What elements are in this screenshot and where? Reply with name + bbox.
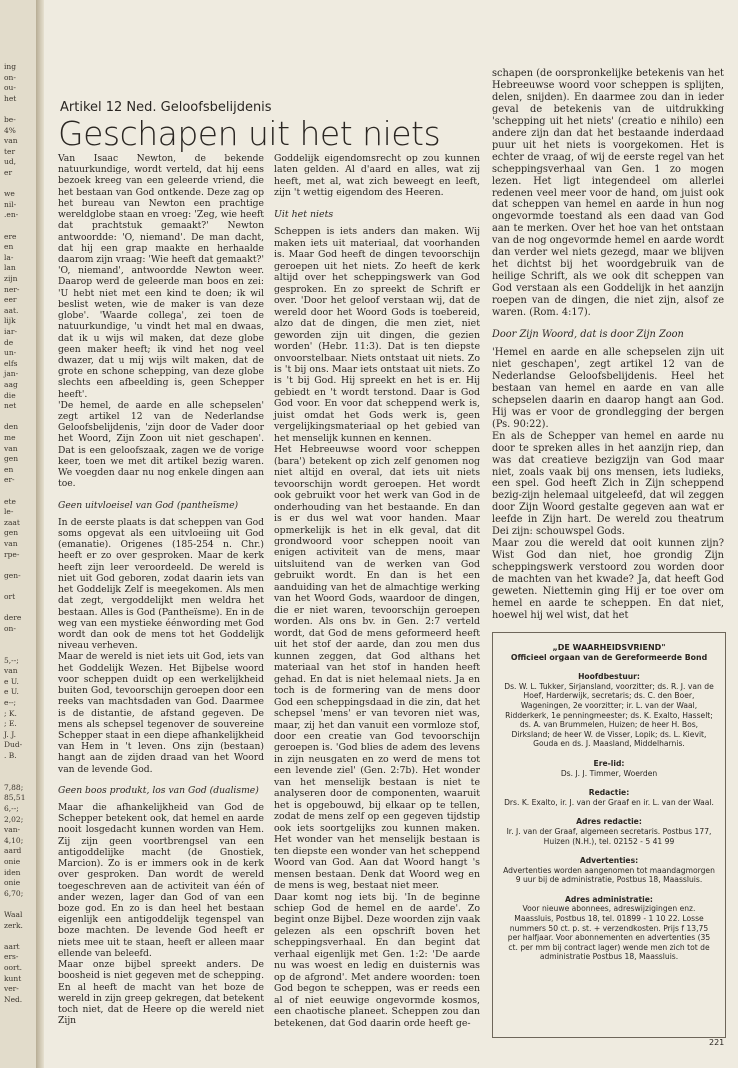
masthead-subtitle: Officieel orgaan van de Gereformeerde Bond [510, 652, 708, 662]
paragraph: Maar onze bijbel spreekt anders. De boosheid is niet gegeven met de schepping. En al heeft de macht van het boze de wereld in zijn greep gekregen, dat betekent toch niet, dat de Heere op die wereld niet Zijn [58, 959, 264, 1027]
masthead-heading: Redactie: [588, 788, 630, 798]
margin-fragment: eer [4, 295, 17, 305]
masthead-box [492, 632, 726, 1038]
margin-fragment: ; K. [4, 708, 17, 718]
margin-fragment: ; E. [4, 719, 17, 729]
margin-fragment: Dud- [4, 740, 23, 750]
margin-fragment: .en- [4, 210, 19, 220]
paragraph: Scheppen is iets anders dan maken. Wij maken iets uit materiaal, dat voorhanden is. Maar God heeft de dingen tevoorschijn geroepen uit het niets. Zo heeft de kerk altijd over het scheppingswerk van God gesproken. En zo spreekt de Schrift er over. 'Door het geloof verstaan wij, dat de wereld door het Woord Gods is toebereid, alzo dat de dingen, die men ziet, niet geworden zijn uit dingen, die gezien worden' (Hebr. 11:3). Dat is ten diepste onvoorstelbaar. Niets ontstaat uit niets. Zo is 't bij ons. Maar iets ontstaat uit niets. Zo is 't bij God. Hij spreekt en het is er. Hij gebiedt en 't wordt terstond. Daar is God God voor. En voor dat scheppend werk is, juist omdat het Gods werk is, geen vergelijkingsmateriaal op het gebied van het menselijk kunnen en kennen. [274, 226, 480, 444]
margin-fragment: 4% [4, 125, 16, 135]
masthead-body: Voor nieuwe abonnees, adreswijzigingen enz. Maassluis, Postbus 18, tel. 01899 - 1 10 22. Losse nummers 50 ct. p. st. + verzendkosten. Prijs f 13,75 per halfjaar. Voor abonnementen en advertenties (35 ct. per mm bij contract lager) wende men zich tot de administratie Postbus 18, Maassluis. [507, 904, 711, 962]
margin-fragment: zerk. [4, 920, 23, 930]
paragraph: Daar komt nog iets bij. 'In de beginne schiep God de hemel en de aarde'. Zo begint onze Bijbel. Deze woorden zijn vaak gelezen als een opschrift boven het scheppingsverhaal. En dan begint dat verhaal eigenlijk met Gen. 1:2: 'De aarde nu was woest en ledig en duisternis was op de afgrond'. Met andere woorden: toen God begon te scheppen, was er reeds een al of niet eeuwige ongevormde kosmos, een chaotische planeet. Scheppen zou dan betekenen, dat God daarin orde heeft ge- [274, 891, 480, 1029]
margin-fragment: het [4, 93, 17, 103]
margin-fragment: rpe- [4, 549, 20, 559]
margin-fragment: zaat [4, 517, 20, 527]
margin-fragment: er- [4, 475, 15, 485]
margin-fragment: den [4, 422, 19, 432]
margin-fragment: we [4, 189, 15, 199]
margin-fragment: e U. [4, 676, 19, 686]
paragraph: Maar zou die wereld dat ooit kunnen zijn? Wist God dan niet, hoe grondig Zijn scheppingswerk verstoord zou worden door de machten van het kwade? Ja, dat heeft God geweten. Niettemin ging Hij er toe over om hemel en aarde te scheppen. En dat niet, hoewel hij wel wist, dat het [492, 538, 724, 621]
margin-fragment: e--; [4, 698, 17, 707]
book-gutter [36, 0, 44, 1068]
article-column-2 [274, 153, 480, 1029]
margin-fragment: ud, [4, 157, 17, 167]
margin-fragment: J. J. [4, 729, 17, 739]
article-kicker: Artikel 12 Ned. Geloofsbelijdenis [60, 100, 272, 115]
margin-fragment: le- [4, 507, 14, 517]
paragraph: Van Isaac Newton, de bekende natuurkundige, wordt verteld, dat hij eens bezoek kreeg van een geleerde vriend, die het bestaan van God ontkende. Deze zag op het bureau van Newton een prachtige wereldglobe staan en vroeg: 'Zeg, wie heeft dat prachtstuk gemaakt?' Newton antwoordde: 'O, niemand'. De man dacht, dat hij een grap maakte en herhaalde daarom zijn vraag: 'Wie heeft dat gemaakt?' 'O, niemand', antwoordde Newton weer. Daarop werd de geleerde man boos en zei: 'U hebt niet met een kind te doen; ik wil beslist weten, wie de maker is van deze globe'. 'Waarde collega', zei toen de natuurkundige, 'u vindt het mal en dwaas, dat ik u wijs wil maken, dat deze globe geen maker heeft; ik vind het nog veel dwazer, dat u mij wijs wilt maken, dat de grote en schone schepping, van deze globe slechts een afbeelding is, geen Schepper heeft'. [58, 153, 264, 400]
margin-fragment: ete [4, 496, 16, 506]
margin-fragment: aat. [4, 305, 19, 315]
margin-fragment: 4,10; [4, 835, 24, 845]
margin-fragment: gen [4, 454, 19, 464]
margin-fragment: on- [4, 623, 16, 633]
masthead-body: Ds. W. L. Tukker, Sirjansland, voorzitter; ds. R. J. van de Hoef, Harderwijk, secretaris; ds. C. den Boer, Wageningen, 2e voorzitter; ir. L. van der Waal, Ridderkerk, 1e penningmeester; ds. K. Exalto, Hasselt; ds. A. van Brummelen, Huizen; de heer H. Bos, Dirksland; de heer W. de Visser, Lopik; ds. L. Kievit, Gouda en ds. J. Maasland, Middelharnis. [504, 681, 714, 749]
margin-fragment: oort. [4, 963, 23, 972]
margin-fragment: ers- [4, 952, 19, 962]
margin-fragment: un- [4, 348, 17, 358]
masthead-heading: Hoofdbestuur: [578, 672, 640, 682]
margin-fragment: kunt [4, 973, 22, 983]
margin-fragment: ner- [4, 284, 20, 294]
section-subheading: Door Zijn Woord, dat is door Zijn Zoon [492, 329, 684, 341]
margin-fragment: dere [4, 613, 22, 623]
masthead-heading: Ere-lid: [593, 758, 625, 768]
margin-fragment: iden [4, 867, 21, 877]
margin-fragment: gen- [4, 570, 21, 580]
margin-fragment: ort [4, 592, 16, 601]
paragraph: 'De hemel, de aarde en alle schepselen' zegt artikel 12 van de Nederlandse Geloofsbelijdenis, 'zijn door de Vader door het Woord, Zijn Zoon uit niet geschapen'. Dat is een geloofszaak, zagen we de vorige keer, toen we met dit artikel bezig waren. We voegden daar nu nog enkele dingen aan toe. [58, 399, 264, 490]
margin-fragment: lan [4, 263, 16, 273]
magazine-page [44, 0, 738, 1068]
margin-fragment: ing [4, 62, 17, 71]
margin-fragment: de [4, 337, 14, 347]
margin-fragment: elfs [4, 358, 18, 368]
margin-fragment: en [4, 464, 14, 474]
margin-fragment: van [4, 539, 18, 548]
margin-fragment: iar- [4, 327, 17, 336]
margin-fragment: van [4, 443, 18, 453]
masthead-heading: Adres administratie: [565, 894, 653, 904]
margin-fragment: 5,--; [4, 655, 19, 665]
paragraph: 'Hemel en aarde en alle schepselen zijn uit niet geschapen', zegt artikel 12 van de Nederlandse Geloofsbelijdenis. Heel het bestaan van hemel en aarde en van alle schepselen daarin en daarop hangt aan God. Hij was er voor de grondlegging der bergen (Ps. 90:22). [492, 346, 724, 430]
margin-fragment: ere [4, 231, 17, 241]
margin-fragment: ou- [4, 83, 16, 93]
section-subheading: Geen uitvloeisel van God (pantheïsme) [58, 499, 239, 511]
margin-fragment: zijn [4, 274, 18, 283]
margin-fragment: nil- [4, 199, 17, 209]
article-title: Geschapen uit het niets [58, 114, 441, 153]
page-number: 221 [709, 1038, 725, 1047]
margin-fragment: me [4, 433, 16, 442]
margin-fragment: Ned. [4, 994, 23, 1004]
masthead-body: Ir. J. van der Graaf, algemeen secretaris. Postbus 177, Huizen (N.H.), tel. 02152 - 5 41 99 [506, 826, 712, 846]
paragraph: En als de Schepper van hemel en aarde nu door te spreken alles in het aanzijn riep, dan was dat creatieve bezigzijn van God maar niet, zoals vaak bij ons mensen, iets ludieks, een spel. God heeft Zich in Zijn scheppend bezig-zijn helemaal uitgeleefd, dat wil zeggen door Zijn Woord gestalte gegeven aan wat er leefde in Zijn hart. De wereld zou theatrum Dei zijn: schouwspel Gods. [492, 430, 724, 538]
masthead-body: Drs. K. Exalto, ir. J. van der Graaf en ir. L. van der Waal. [504, 797, 714, 807]
masthead-body: Advertenties worden aangenomen tot maandagmorgen 9 uur bij de administratie, Postbus 18, Maassluis. [503, 865, 715, 885]
paragraph: Maar de wereld is niet iets uit God, iets van het Goddelijk Wezen. Het Bijbelse woord voor scheppen duidt op een werkelijkheid buiten God, tevoorschijn geroepen door een reeks van machtsdaden van God. Daarmee is de distantie, de afstand gegeven. De mens als schepsel tegenover de souvereine Schepper staat in een diepe afhankelijkheid van Hem in 't leven. Ons zijn (bestaan) hangt aan de zijden draad van het Woord van de levende God. [58, 651, 264, 775]
paragraph: Goddelijk eigendomsrecht op zou kunnen laten gelden. Al d'aard en alles, wat zij heeft, met al, wat zich beweegt en leeft, zijn 't wettig eigendom des Heeren. [274, 153, 480, 199]
section-subheading: Uit het niets [274, 208, 334, 220]
paragraph: In de eerste plaats is dat scheppen van God soms opgevat als een uitvloeiing uit God (emanatie). Origenes (185-254 n. Chr.) heeft er zo over gesproken. Maar de kerk heeft zijn leer veroordeeld. De wereld is niet uit God geboren, zodat daarin iets van het Goddelijk Zelf is meegekomen. Als men dat zegt, vergoddelijkt men weldra het bestaan. Alles is God (Pantheïsme). En in de weg van een mystieke éénwording met God wordt dan ook de mens tot het Goddelijk niveau verheven. [58, 516, 264, 652]
margin-fragment: 6,--; [4, 804, 19, 813]
margin-fragment: onie [4, 878, 21, 888]
margin-fragment: aart [4, 941, 20, 951]
masthead-heading: Advertenties: [579, 856, 639, 866]
margin-fragment: onie [4, 857, 21, 866]
margin-fragment: 7,88; [4, 782, 24, 792]
margin-fragment: er [4, 168, 13, 177]
margin-fragment: la- [4, 252, 14, 262]
margin-fragment: van [4, 666, 18, 676]
paragraph: Maar die afhankelijkheid van God de Schepper betekent ook, dat hemel en aarde nooit losgedacht kunnen worden van Hem. Zij zijn geen voortbrengsel van een antigoddelijke macht (de Gnostiek, Marcion). Zo is er immers ook in de kerk over gesproken. Dan wordt de wereld toegeschreven aan de activiteit van één of ander wezen, lager dan God of van een boze god. En zo is dan heel het bestaan eigenlijk een antigoddelijk tegenspel van boze machten. De levende God heeft er niets mee uit te staan, heeft er alleen maar ellende van beleefd. [58, 802, 264, 959]
margin-fragment: 85,51 [4, 793, 26, 803]
margin-fragment: ver- [4, 984, 19, 994]
margin-fragment: en [4, 242, 14, 252]
margin-fragment: be- [4, 115, 16, 124]
margin-fragment: ter [4, 146, 16, 156]
margin-fragment: van [4, 136, 18, 146]
masthead-name: „DE WAARHEIDSVRIEND" [552, 643, 666, 652]
margin-fragment: 6,70; [4, 888, 24, 898]
margin-fragment: van- [4, 825, 21, 835]
margin-fragment: aard [4, 846, 22, 856]
margin-fragment: Waal [4, 910, 23, 919]
paragraph: schapen (de oorspronkelijke betekenis van het Hebreeuwse woord voor scheppen is splijten, delen, snijden). En daarmee zou dan in ieder geval de betekenis van de uitdrukking 'schepping uit het niets' (creatio e nihilo) een andere zijn dan dat het bestaande inderdaad puur uit het niets is voorgekomen. Het is echter de vraag, of wij de eerste regel van het scheppingsverhaal van Gen. 1 zo mogen lezen. Het ligt integendeel om allerlei redenen veel meer voor de hand, om juist ook dat scheppen van hemel en aarde in hun nog ongevormde toestand als een daad van God aan te merken. Over het hoe van het ontstaan van de nog ongevormde hemel en aarde wordt dan verder wel niets gezegd, maar we blijven het dichtst bij het woordgebruik van de heilige Schrift, als we ook dit scheppen van God verstaan als een Goddelijk in het aanzijn roepen van de dingen, die niet zijn, alsof ze waren. (Rom. 4:17). [492, 68, 724, 319]
margin-fragment: 2,02; [4, 814, 24, 824]
margin-fragment: aag [4, 380, 18, 389]
article-column-1 [58, 153, 264, 1026]
paragraph: Het Hebreeuwse woord voor scheppen (bara') betekent op zich zelf genomen nog niet altijd en overal, dat iets uit niets tevoorschijn wordt geroepen. Het wordt ook gebruikt voor het werk van God in de onderhouding van het bestaande. En dan is er dus wel wat voor handen. Maar opmerkelijk is het in elk geval, dat dit grondwoord voor scheppen nooit van enigen activiteit van de mens, maar uitsluitend van de werken van God gebruikt wordt. En dan is het een aanduiding van het de almachtige werking van het Woord Gods, waardoor de dingen, die er niet waren, tevoorschijn geroepen worden. Als ons bv. in Gen. 2:7 verteld wordt, dat God de mens geformeerd heeft uit het stof der aarde, dan zou men dus kunnen zeggen, dat God althans het materiaal van het stof in handen heeft gehad. En dat is niet helemaal niets. Ja en toch is de formering van de mens door God een scheppingsdaad in die zin, dat het schepsel 'mens' er van tevoren niet was, maar, zij het dan vanuit een vormloze stof, door een creatie van God tevoorschijn geroepen is. 'God blies de adem des levens in zijn neusgaten en zo werd de mens tot een levende ziel' (Gen. 2:7b). Het wonder van het menselijk bestaan is niet te analyseren door de componenten, waaruit het is opgebouwd, bij elkaar op te tellen, zodat de mens zelf op een gegeven tijdstip ook iets soortgelijks zou kunnen maken. Het wonder van het menselijk bestaan is ten diepste een wonder van het scheppend Woord van God. Aan dat Woord hangt 's mensen bestaan. Denk dat Woord weg en de mens is weg, bestaat niet meer. [274, 444, 480, 892]
margin-fragment: jan- [4, 369, 19, 379]
margin-fragment: net [4, 401, 17, 411]
section-subheading: Geen boos produkt, los van God (dualisme) [58, 784, 259, 796]
margin-fragment: lijk [4, 316, 16, 326]
masthead-heading: Adres redactie: [576, 817, 642, 827]
previous-page-edge [0, 0, 37, 1068]
margin-fragment: die [4, 390, 16, 400]
article-column-3 [492, 68, 724, 622]
margin-fragment: e U. [4, 687, 19, 697]
margin-fragment: gen [4, 528, 19, 538]
masthead-body: Ds. J. J. Timmer, Woerden [560, 768, 658, 778]
margin-fragment: on- [4, 72, 16, 82]
margin-fragment: . B. [4, 751, 17, 760]
